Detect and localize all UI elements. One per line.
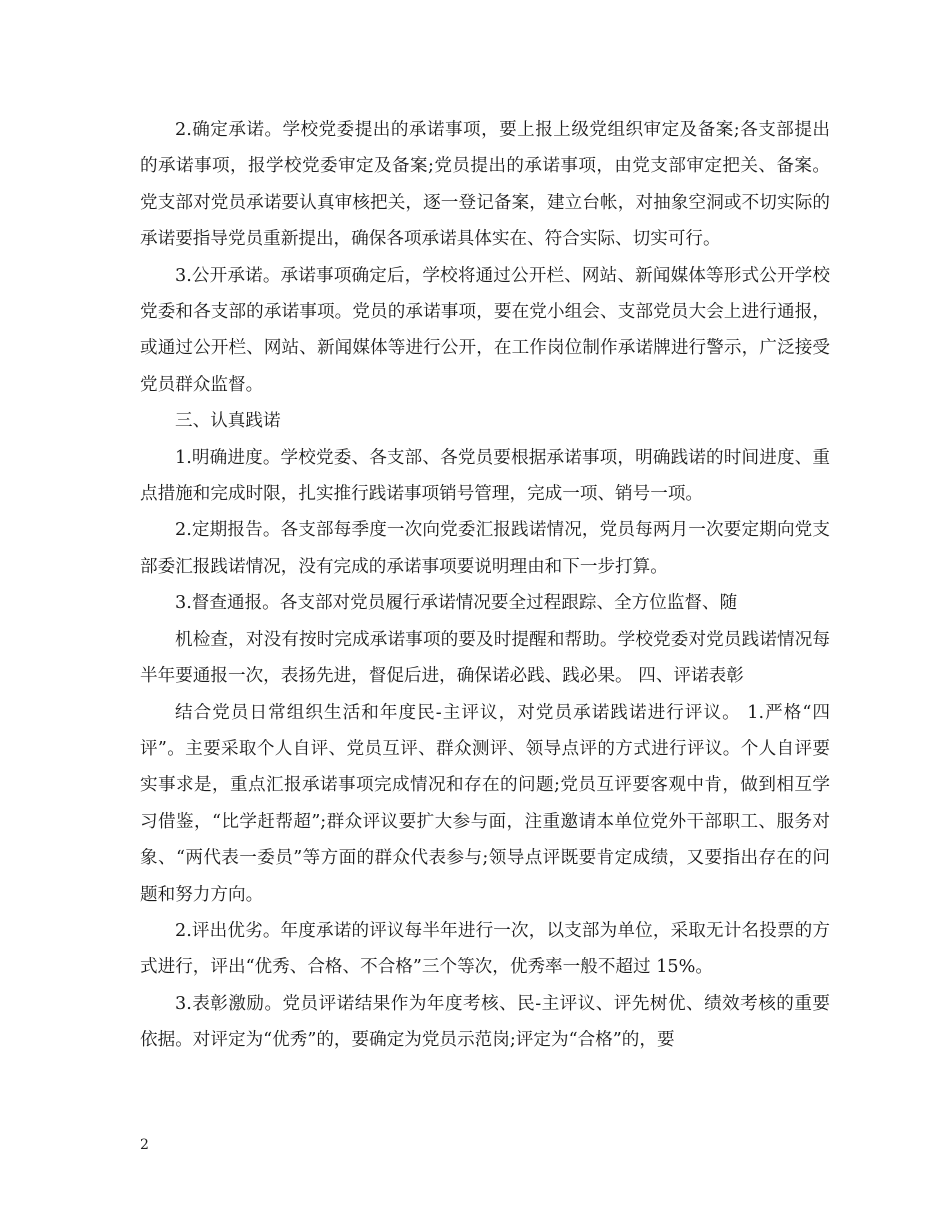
page-number: 2 — [140, 1137, 149, 1153]
paragraph-evaluation: 结合党员日常组织生活和年度民-主评议，对党员承诺践诺进行评议。 1.严格“四评”。主要采取个人自评、党员互评、群众测评、领导点评的方式进行评议。个人自评要实事求是，重点汇报承诺事项完成情况和存在的问题;党员互评要客观中肯，做到相互学习借鉴，“比学赶帮超”;群众评议要扩大参与面，注重邀请本单位党外干部职工、服务对象、“两代表一委员”等方面的群众代表参与;领导点评既要肯定成绩，又要指出存在的问题和努力方向。 — [140, 702, 830, 905]
section-heading-fulfill: 三、认真践诺 — [175, 411, 281, 432]
paragraph-commendation: 3.表彰激励。党员评诺结果作为年度考核、民-主评议、评先树优、绩效考核的重要依据。对评定为“优秀”的，要确定为党员示范岗;评定为“合格”的，要 — [140, 993, 830, 1051]
paragraph-regular-report: 2.定期报告。各支部每季度一次向党委汇报践诺情况，党员每两月一次要定期向党支部委汇报践诺情况，没有完成的承诺事项要说明理由和下一步打算。 — [140, 520, 830, 577]
paragraph-clarify-progress: 1.明确进度。学校党委、各支部、各党员要根据承诺事项，明确践诺的时间进度、重点措施和完成时限，扎实推行践诺事项销号管理，完成一项、销号一项。 — [140, 447, 830, 505]
paragraph-public-commitment: 3.公开承诺。承诺事项确定后，学校将通过公开栏、网站、新闻媒体等形式公开学校党委和各支部的承诺事项。党员的承诺事项，要在党小组会、支部党员大会上进行通报，或通过公开栏、网站、新闻媒体等进行公开，在工作岗位制作承诺牌进行警示，广泛接受党员群众监督。 — [140, 265, 830, 395]
paragraph-random-check: 机检查，对没有按时完成承诺事项的要及时提醒和帮助。学校党委对党员践诺情况每半年要通报一次，表扬先进，督促后进，确保诺必践、践必果。 四、评诺表彰 — [140, 629, 830, 687]
paragraph-select-best: 2.评出优劣。年度承诺的评议每半年进行一次，以支部为单位，采取无计名投票的方式进行，评出“优秀、合格、不合格”三个等次，优秀率一般不超过 15%。 — [140, 920, 830, 978]
paragraph-confirm-commitment: 2.确定承诺。学校党委提出的承诺事项，要上报上级党组织审定及备案;各支部提出的承诺事项，报学校党委审定及备案;党员提出的承诺事项，由党支部审定把关、备案。党支部对党员承诺要认真审核把关，逐一登记备案，建立台帐，对抽象空洞或不切实际的承诺要指导党员重新提出，确保各项承诺具体实在、符合实际、切实可行。 — [140, 120, 830, 250]
document-body — [140, 112, 830, 1059]
paragraph-inspection-notice: 3.督查通报。各支部对党员履行承诺情况要全过程跟踪、全方位监督、随 — [175, 593, 738, 614]
